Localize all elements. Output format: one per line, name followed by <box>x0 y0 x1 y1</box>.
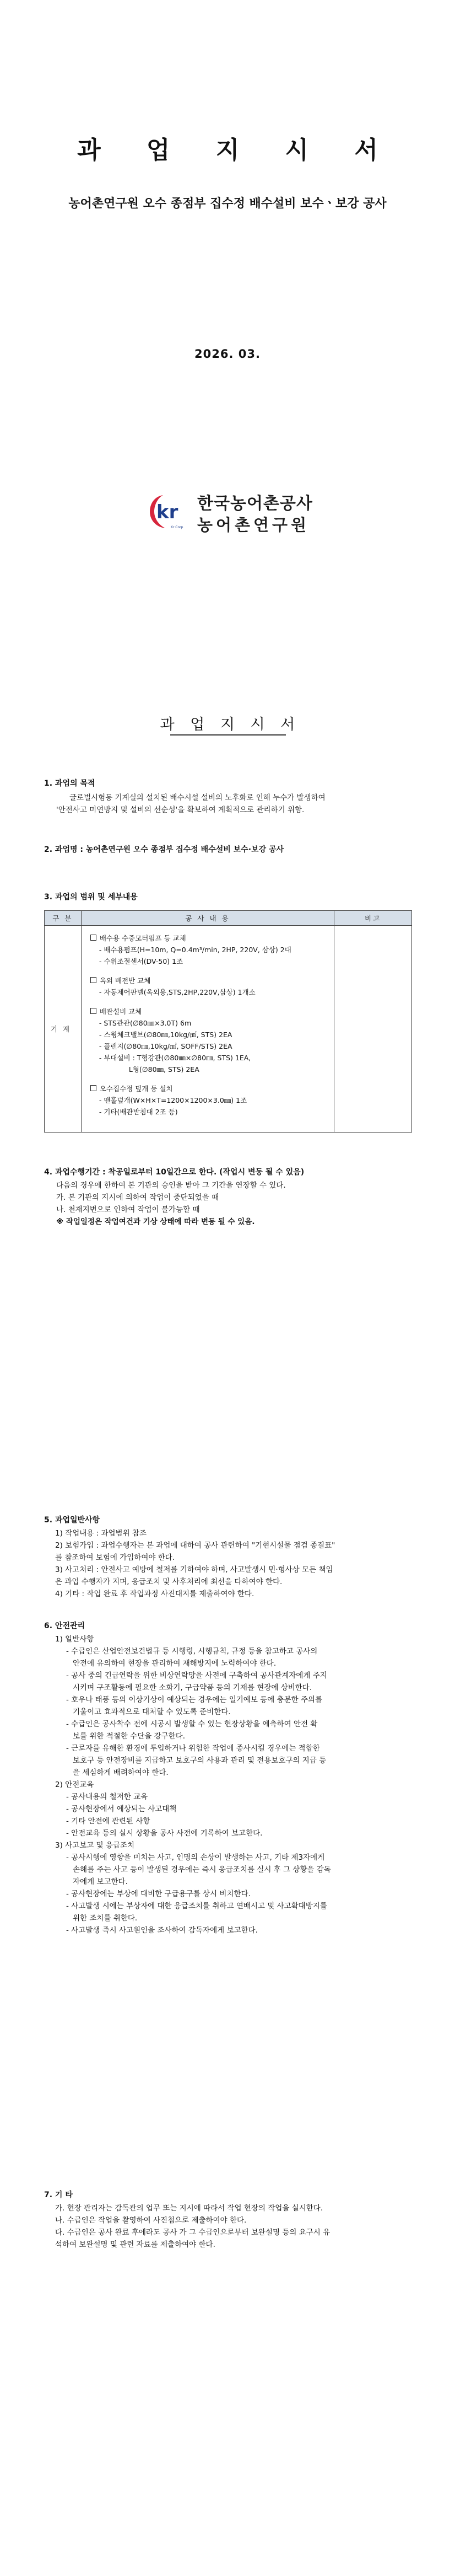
cover-title: 과 업 지 시 서 <box>77 136 397 164</box>
purpose-line: '안전사고 미연방지 및 설비의 선순성'을 확보하여 계획적으로 관리하기 위함. <box>56 806 305 814</box>
org-name: 한국농어촌공사 <box>197 494 313 513</box>
category-cell: 기계 <box>45 926 82 1133</box>
logo-mark-text: kr <box>156 501 178 523</box>
scope-item-title: 오수집수정 덮개 등 설치 <box>99 1085 173 1093</box>
safety-line: - 공사현장에서 예상되는 사고대책 <box>66 1805 177 1813</box>
safety-line: 위한 조치를 취한다. <box>73 1914 138 1923</box>
scope-item-title: 배수용 수중모터펌프 등 교체 <box>99 934 186 942</box>
safety-line: 1) 일반사항 <box>55 1635 94 1644</box>
scope-item-title: 옥외 배전반 교체 <box>99 976 151 985</box>
general-heading: 5. 과업일반사항 <box>44 1516 100 1525</box>
safety-line: 보호구 등 안전장비를 지급하고 보호구의 사용과 관리 및 전용보호구의 지급 등 <box>73 1756 327 1765</box>
logo-mark-caption: Kr Corp <box>171 525 183 529</box>
general-line: 1) 작업내용 : 과업범위 참조 <box>55 1529 147 1538</box>
safety-line: 시키며 구조활동에 필요한 소화기, 구급약품 등의 기재를 현장에 상비한다. <box>73 1683 312 1692</box>
safety-line: - 안전교육 등의 실시 상황을 공사 사전에 기록하여 보고한다. <box>66 1829 263 1838</box>
scope-subitem: - 기타(배관받침대 2조 등) <box>99 1108 178 1116</box>
safety-line: - 수급인은 산업안전보건법규 등 시행령, 시행규칙, 규정 등을 참고하고 공사의 <box>66 1647 318 1656</box>
purpose-heading: 1. 과업의 목적 <box>44 779 95 788</box>
safety-line: - 기타 안전에 관련된 사항 <box>66 1817 150 1826</box>
content-cell <box>81 926 334 1133</box>
etc-line: 가. 현장 관리자는 감독관의 업무 또는 지시에 따라서 작업 현장의 작업을 실시한다. <box>55 2204 323 2213</box>
col-header-category: 구 분 <box>45 911 82 926</box>
purpose-line: 글로벌시험동 기계실의 설치된 배수시설 설비의 노후화로 인해 누수가 발생하여 <box>69 793 326 802</box>
general-line: 를 참조하여 보험에 가입하여야 한다. <box>55 1553 175 1562</box>
safety-line: 3) 사고보고 및 응급조치 <box>55 1841 135 1850</box>
etc-line: 나. 수급인은 작업을 촬영하여 사진첩으로 제출하여야 한다. <box>55 2216 247 2225</box>
safety-line: - 공사시행에 영향을 미치는 사고, 인명의 손상이 발생하는 사고, 기타 제3자에게 <box>66 1853 325 1862</box>
safety-line: 안전에 유의하여 현장을 관리하여 재해방지에 노력하여야 한다. <box>73 1659 277 1668</box>
scope-subitem: - 수위조절센서(DV-50) 1조 <box>99 957 183 965</box>
scope-subitem: - 스윙체크밸브(∅80㎜,10kg/㎠, STS) 2EA <box>99 1031 232 1039</box>
checkbox-icon <box>90 935 96 941</box>
safety-heading: 6. 안전관리 <box>44 1622 85 1630</box>
general-line: 은 과업 수행자가 지며, 응급조치 및 사후처리에 최선을 다하여야 한다. <box>55 1577 283 1586</box>
cover-date: 2026. 03. <box>194 347 261 361</box>
scope-item <box>90 975 334 986</box>
institute-name: 농어촌연구원 <box>197 516 310 534</box>
project-name: 2. 과업명 : 농어촌연구원 오수 종점부 집수정 배수설비 보수·보강 공사 <box>44 845 284 854</box>
kr-logo-icon <box>144 490 192 533</box>
scope-subitem: - 배수용펌프(H=10m, Q=0.4m³/min, 2HP, 220V, 삼상) 2대 <box>99 946 291 954</box>
checkbox-icon <box>90 977 96 983</box>
general-line: 3) 사고처리 : 안전사고 예방에 철저를 기하여야 하며, 사고발생시 민·형사상 모든 책임 <box>55 1565 333 1574</box>
safety-line: - 호우나 태풍 등의 이상기상이 예상되는 경우에는 일기예보 등에 충분한 주의를 <box>66 1695 323 1704</box>
scope-heading: 3. 과업의 범위 및 세부내용 <box>44 893 138 901</box>
safety-line: 자에게 보고한다. <box>73 1877 128 1886</box>
period-note: ※ 작업일정은 작업여건과 기상 상태에 따라 변동 될 수 있음. <box>56 1217 255 1226</box>
period-line: 나. 천재지변으로 인하여 작업이 불가능할 때 <box>56 1205 200 1214</box>
safety-body <box>55 1633 331 1936</box>
table-header-row <box>45 911 412 926</box>
section-page-title: 과 업 지 시 서 <box>160 716 301 733</box>
note-cell <box>334 926 412 1133</box>
safety-line: - 공사현장에는 부상에 대비한 구급용구를 상시 비치한다. <box>66 1890 251 1898</box>
scope-item <box>90 932 334 944</box>
safety-line: - 수급인은 공사착수 전에 시공시 발생할 수 있는 현장상황을 예측하여 안전 확 <box>66 1720 318 1729</box>
org-logo <box>144 486 332 536</box>
safety-line: - 사고발생 즉시 사고원인을 조사하여 감독자에게 보고한다. <box>66 1926 258 1935</box>
general-line: 2) 보험가입 : 과업수행자는 본 과업에 대하여 공사 관련하여 "기현시설물 점검 종결표" <box>55 1541 335 1550</box>
table-row <box>45 926 412 1133</box>
scope-item <box>90 1006 334 1017</box>
col-header-note: 비고 <box>334 911 412 926</box>
scope-subitem: - 플렌지(∅80㎜,10kg/㎠, SOFF/STS) 2EA <box>99 1042 232 1050</box>
safety-line: 기울이고 효과적으로 대처할 수 있도록 준비한다. <box>73 1708 231 1716</box>
period-line: 다음의 경우에 한하여 본 기관의 승인을 받아 그 기간을 연장할 수 있다. <box>56 1181 286 1190</box>
safety-line: - 공사내용의 철저한 교육 <box>66 1793 148 1801</box>
checkbox-icon <box>90 1008 96 1014</box>
safety-line: 손해를 주는 사고 등이 발생된 경우에는 즉시 응급조치를 실시 후 그 상황을 감독 <box>73 1865 331 1874</box>
title-underline <box>170 734 286 736</box>
col-header-content: 공 사 내 용 <box>81 911 334 926</box>
safety-line: 보를 위한 적절한 수단을 강구한다. <box>73 1732 186 1741</box>
safety-line: 을 세심하게 배려하여야 한다. <box>73 1768 169 1777</box>
scope-subitem: - 자동제어판넬(옥외용,STS,2HP,220V,삼상) 1개소 <box>99 988 256 996</box>
etc-line: 다. 수급인은 공사 완료 후에라도 공사 가 그 수급인으로부터 보완설명 등의 요구시 유 <box>55 2228 331 2237</box>
safety-line: - 공사 중의 긴급연락을 위한 비상연락망을 사전에 구축하여 공사관계자에게 주지 <box>66 1671 327 1680</box>
scope-table <box>44 910 412 1133</box>
scope-item <box>90 1083 334 1094</box>
scope-subitem: - 부대설비 : T형강관(∅80㎜×∅80㎜, STS) 1EA, <box>99 1054 251 1062</box>
safety-line: - 근로자를 유해한 환경에 투입하거나 위험한 작업에 종사시킬 경우에는 적합한 <box>66 1744 320 1753</box>
general-line: 4) 기타 : 작업 완료 후 작업과정 사진대지를 제출하여야 한다. <box>55 1590 254 1598</box>
safety-line: - 사고발생 시에는 부상자에 대한 응급조치를 취하고 연배시고 및 사고확대방지를 <box>66 1902 327 1910</box>
etc-heading: 7. 기 타 <box>44 2191 73 2199</box>
scope-subitem: - STS관관(∅80㎜×3.0T) 6m <box>99 1019 192 1027</box>
scope-item-title: 배관설비 교체 <box>99 1007 142 1016</box>
period-heading: 4. 과업수행기간 : 착공일로부터 10일간으로 한다. (작업시 변동 될 수 있음) <box>44 1168 305 1177</box>
scope-subitem: - 맨홀덮개(W×H×T=1200×1200×3.0㎜) 1조 <box>99 1096 247 1104</box>
period-line: 가. 본 기관의 지시에 의하여 작업이 중단되었을 때 <box>56 1193 219 1202</box>
cover-subtitle: 농어촌연구원 오수 종점부 집수정 배수설비 보수ㆍ보강 공사 <box>68 197 387 211</box>
checkbox-icon <box>90 1085 96 1091</box>
scope-subitem: L형(∅80㎜, STS) 2EA <box>128 1065 199 1074</box>
safety-line: 2) 안전교육 <box>55 1780 94 1789</box>
etc-line: 석하여 보완설명 및 관련 자료를 제출하여야 한다. <box>55 2240 215 2249</box>
